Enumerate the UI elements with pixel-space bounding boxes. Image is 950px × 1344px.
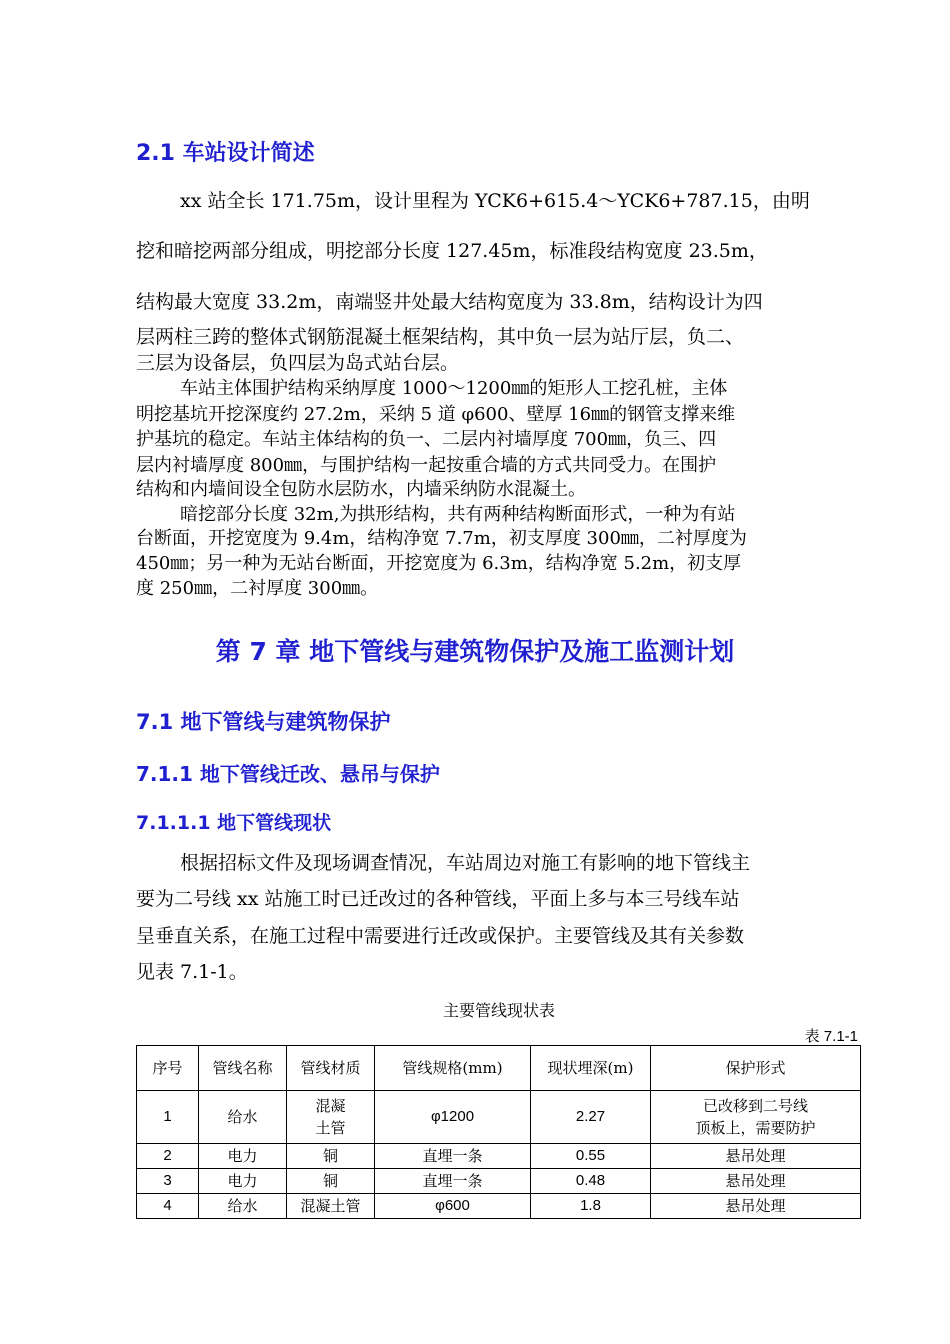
cell-depth: 0.48 [531, 1169, 651, 1194]
paragraph-line: 挖和暗挖两部分组成，明挖部分长度 127.45m，标准段结构宽度 23.5m， [136, 240, 768, 262]
header-cell: 管线名称 [199, 1046, 287, 1091]
paragraph-line: 呈垂直关系，在施工过程中需要进行迁改或保护。主要管线及其有关参数 [136, 925, 745, 947]
cell-protect-line: 顶板上，需要防护 [695, 1119, 816, 1137]
cell-material: 混凝土管 [287, 1194, 375, 1219]
section-7-1-heading: 7.1 地下管线与建筑物保护 [136, 710, 391, 734]
cell-name: 电力 [199, 1169, 287, 1194]
cell-no: 1 [137, 1091, 199, 1144]
cell-depth: 2.27 [531, 1091, 651, 1144]
paragraph-line: 结构最大宽度 33.2m，南端竖井处最大结构宽度为 33.8m，结构设计为四 [136, 291, 763, 313]
paragraph-line: 见表 7.1-1。 [136, 961, 248, 983]
cell-spec: φ1200 [375, 1091, 531, 1144]
cell-depth: 0.55 [531, 1144, 651, 1169]
paragraph-line: 三层为设备层，负四层为岛式站台层。 [136, 352, 460, 374]
paragraph-line: 台断面，开挖宽度为 9.4m，结构净宽 7.7m，初支厚度 300㎜，二衬厚度为 [136, 528, 747, 549]
paragraph-line: 暗挖部分长度 32m,为拱形结构，共有两种结构断面形式，一种为有站 [180, 504, 736, 525]
cell-spec: 直埋一条 [375, 1169, 531, 1194]
chapter-7-heading: 第 7 章 地下管线与建筑物保护及施工监测计划 [215, 637, 735, 666]
header-cell: 序号 [137, 1046, 199, 1091]
header-cell: 管线材质 [287, 1046, 375, 1091]
cell-spec: 直埋一条 [375, 1144, 531, 1169]
header-cell: 管线规格(mm) [375, 1046, 531, 1091]
paragraph-line: 层内衬墙厚度 800㎜，与围护结构一起按重合墙的方式共同受力。在围护 [136, 455, 717, 476]
cell-protect [651, 1091, 861, 1144]
table-header-row [137, 1046, 861, 1091]
header-cell: 保护形式 [651, 1046, 861, 1091]
table-row [137, 1091, 861, 1144]
cell-material-line: 混凝 [315, 1097, 346, 1115]
table-row [137, 1144, 861, 1169]
cell-material: 铜 [287, 1169, 375, 1194]
paragraph-line: 护基坑的稳定。车站主体结构的负一、二层内衬墙厚度 700㎜，负三、四 [136, 429, 717, 450]
cell-protect-line: 已改移到二号线 [702, 1097, 808, 1115]
table-number: 表 7.1-1 [804, 1028, 858, 1045]
table-caption: 主要管线现状表 [442, 1001, 555, 1020]
paragraph-line: 层两柱三跨的整体式钢筋混凝土框架结构，其中负一层为站厅层，负二、 [136, 326, 745, 348]
paragraph-line: 要为二号线 xx 站施工时已迁改过的各种管线，平面上多与本三号线车站 [136, 888, 740, 910]
paragraph-line: 450㎜；另一种为无站台断面，开挖宽度为 6.3m，结构净宽 5.2m，初支厚 [136, 553, 742, 574]
paragraph-line: 根据招标文件及现场调查情况，车站周边对施工有影响的地下管线主 [180, 852, 751, 874]
cell-material-line: 土管 [315, 1119, 346, 1137]
section-2-1-heading: 2.1 车站设计简述 [136, 141, 315, 166]
table-row [137, 1194, 861, 1219]
pipeline-status-table [136, 1045, 861, 1219]
paragraph-line: 结构和内墙间设全包防水层防水，内墙采纳防水混凝土。 [136, 479, 586, 500]
cell-no: 4 [137, 1194, 199, 1219]
section-7-1-1-heading: 7.1.1 地下管线迁改、悬吊与保护 [136, 762, 440, 786]
cell-name: 给水 [199, 1194, 287, 1219]
cell-depth: 1.8 [531, 1194, 651, 1219]
header-cell: 现状埋深(m) [531, 1046, 651, 1091]
cell-material [287, 1091, 375, 1144]
cell-name: 给水 [199, 1091, 287, 1144]
paragraph-line: xx 站全长 171.75m，设计里程为 YCK6+615.4～YCK6+787.15，由明 [180, 190, 810, 212]
cell-protect: 悬吊处理 [651, 1144, 861, 1169]
cell-name: 电力 [199, 1144, 287, 1169]
paragraph-line: 明挖基坑开挖深度约 27.2m，采纳 5 道 φ600、壁厚 16㎜的钢管支撑来维 [136, 404, 736, 425]
paragraph-line: 车站主体围护结构采纳厚度 1000～1200㎜的矩形人工挖孔桩，主体 [180, 378, 728, 399]
cell-no: 3 [137, 1169, 199, 1194]
table-row [137, 1169, 861, 1194]
paragraph-line: 度 250㎜，二衬厚度 300㎜。 [136, 578, 379, 599]
cell-spec: φ600 [375, 1194, 531, 1219]
section-7-1-1-1-heading: 7.1.1.1 地下管线现状 [136, 812, 332, 834]
cell-material: 铜 [287, 1144, 375, 1169]
cell-protect: 悬吊处理 [651, 1194, 861, 1219]
cell-protect: 悬吊处理 [651, 1169, 861, 1194]
cell-no: 2 [137, 1144, 199, 1169]
